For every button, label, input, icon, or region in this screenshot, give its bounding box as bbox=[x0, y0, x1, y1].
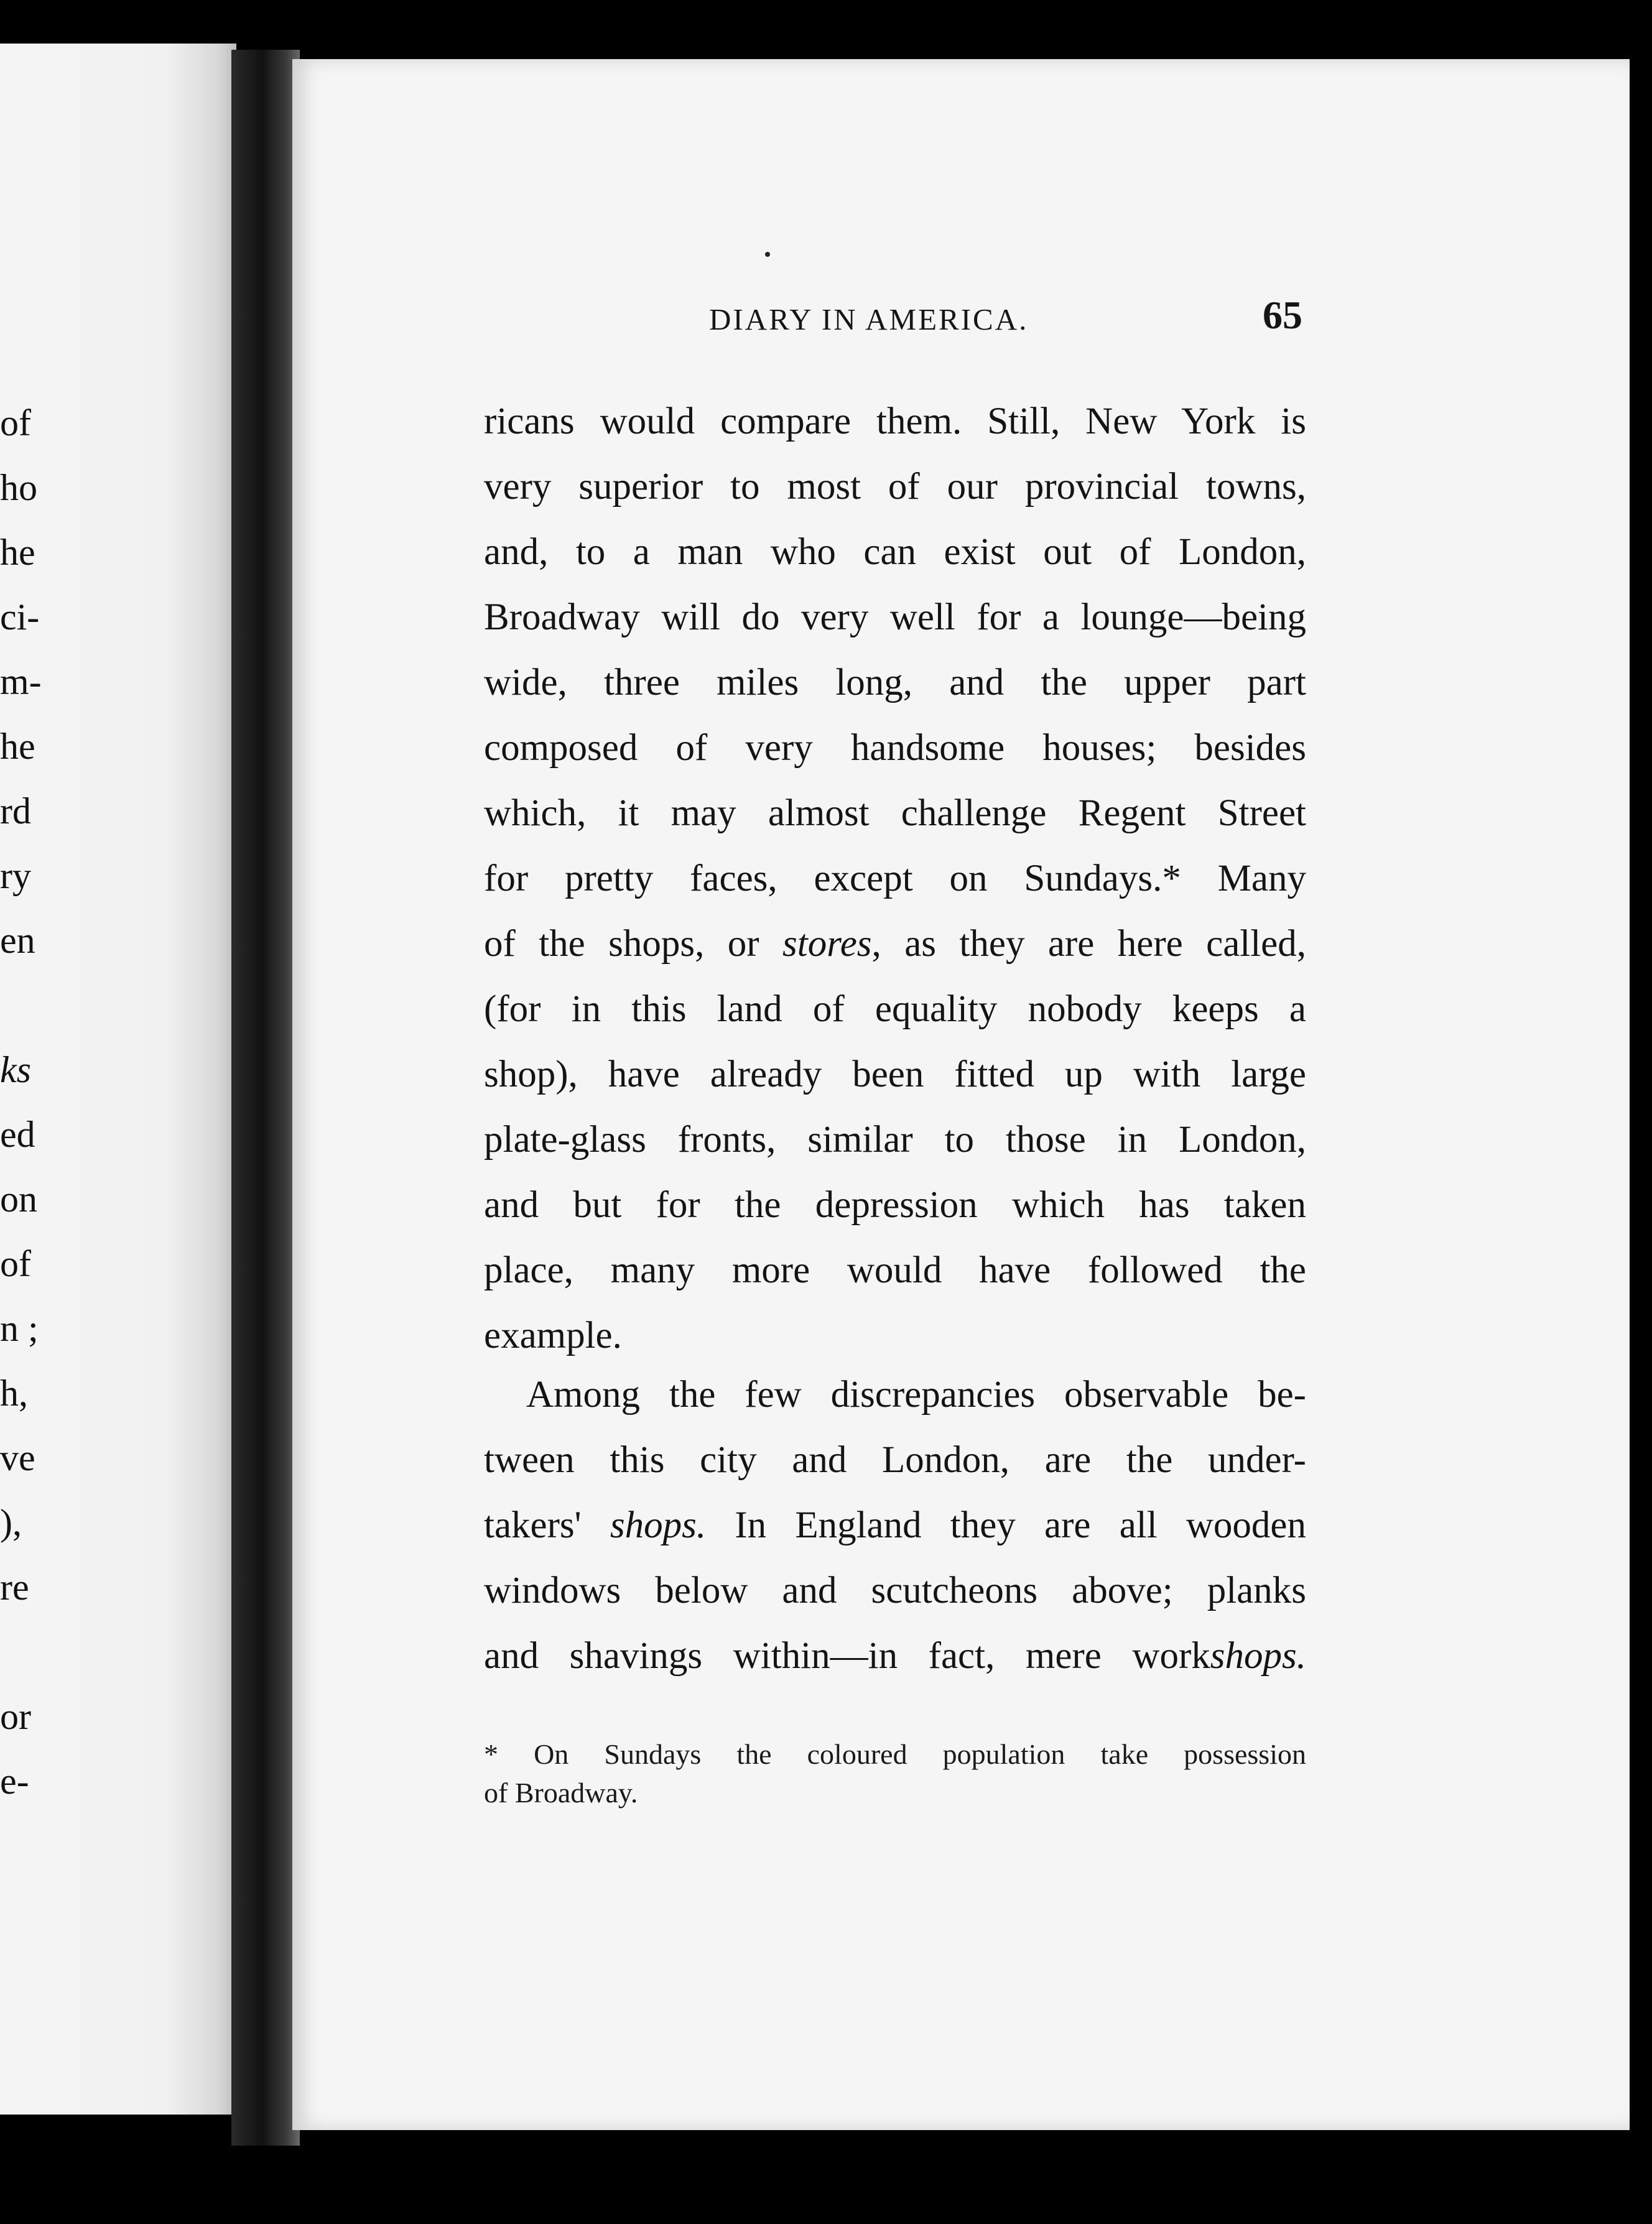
text-line: (for in this land of equality nobody keeps a bbox=[484, 988, 1306, 1030]
text-line: takers' shops. In England they are all wooden bbox=[484, 1504, 1307, 1546]
left-page-fragment: he bbox=[0, 726, 35, 767]
text-line: for pretty faces, except on Sundays.* Many bbox=[484, 858, 1306, 899]
footnote-line: of Broadway. bbox=[484, 1777, 638, 1809]
text-line: wide, three miles long, and the upper part bbox=[484, 662, 1306, 703]
left-page bbox=[0, 44, 236, 2115]
left-page-fragment: ed bbox=[0, 1114, 35, 1155]
left-page-fragment: m- bbox=[0, 661, 42, 702]
text-line: Broadway will do very well for a lounge—being bbox=[484, 596, 1306, 638]
text-line: shop), have already been fitted up with large bbox=[484, 1054, 1306, 1095]
text-line: and but for the depression which has taken bbox=[484, 1184, 1306, 1226]
left-page-fragment: of bbox=[0, 402, 31, 443]
text-line: place, many more would have followed the bbox=[484, 1249, 1306, 1291]
left-page-fragment: e- bbox=[0, 1761, 29, 1802]
left-page-fragment: n ; bbox=[0, 1308, 39, 1349]
left-page-fragment: ), bbox=[0, 1502, 22, 1543]
left-page-fragment: ks bbox=[0, 1049, 31, 1090]
left-page-fragment: of bbox=[0, 1243, 31, 1284]
left-page-fragment: re bbox=[0, 1567, 29, 1608]
text-line: and shavings within—in fact, mere workshops. bbox=[484, 1635, 1306, 1677]
text-line: Among the few discrepancies observable be- bbox=[526, 1374, 1306, 1415]
text-line: tween this city and London, are the under- bbox=[484, 1439, 1306, 1481]
footnote bbox=[484, 1735, 1306, 1812]
text-line: very superior to most of our provincial towns, bbox=[484, 466, 1306, 507]
left-page-fragment: or bbox=[0, 1696, 31, 1737]
left-page-fragment: en bbox=[0, 920, 35, 961]
ink-speck bbox=[765, 252, 770, 257]
left-page-fragment: ci- bbox=[0, 596, 40, 637]
text-line: of the shops, or stores, as they are here called, bbox=[484, 923, 1306, 965]
left-page-fragment: rd bbox=[0, 790, 31, 832]
left-page-fragment: ve bbox=[0, 1437, 35, 1478]
text-line: plate-glass fronts, similar to those in London, bbox=[484, 1119, 1306, 1161]
text-line: ricans would compare them. Still, New York is bbox=[484, 401, 1306, 442]
left-page-fragment: he bbox=[0, 532, 35, 573]
text-line: example. bbox=[484, 1315, 622, 1356]
text-line: composed of very handsome houses; besides bbox=[484, 727, 1306, 769]
running-head: DIARY IN AMERICA. bbox=[709, 302, 1029, 336]
text-line: and, to a man who can exist out of London, bbox=[484, 531, 1306, 573]
left-page-fragment: ho bbox=[0, 467, 37, 508]
text-line: windows below and scutcheons above; planks bbox=[484, 1570, 1306, 1611]
left-page-fragment: h, bbox=[0, 1373, 28, 1414]
left-page-fragment: ry bbox=[0, 855, 31, 896]
left-page-fragment: on bbox=[0, 1179, 37, 1220]
paragraph-1 bbox=[484, 389, 1306, 1368]
paragraph-2 bbox=[484, 1362, 1306, 1689]
text-line: which, it may almost challenge Regent Street bbox=[484, 792, 1306, 834]
page-number: 65 bbox=[1263, 293, 1302, 337]
footnote-line: * On Sundays the coloured population take possession bbox=[484, 1738, 1306, 1770]
book-gutter bbox=[231, 50, 300, 2146]
